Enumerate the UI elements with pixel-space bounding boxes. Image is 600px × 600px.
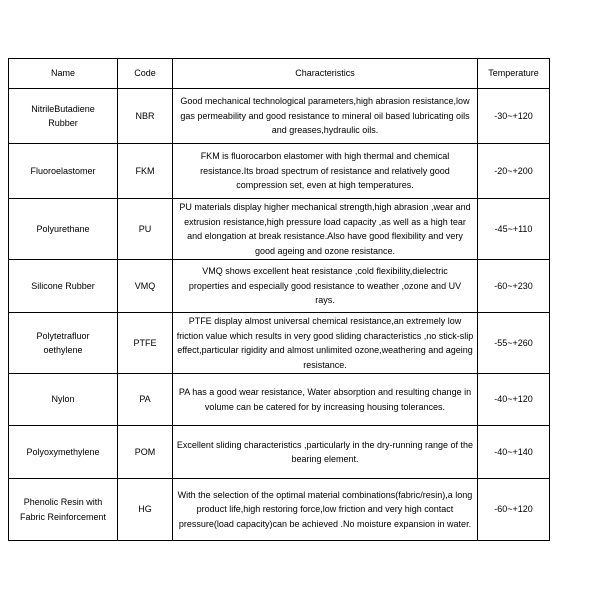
material-name: Polytetrafluor oethylene: [9, 313, 118, 374]
material-characteristics: With the selection of the optimal material combinations(fabric/resin),a long product life,high restoring force,low friction and very high contact pressure(load capacity)can be achieved .No moisture expansion in water.: [173, 479, 478, 541]
table-row: [9, 426, 550, 479]
material-code: PTFE: [118, 313, 173, 374]
table-row: [9, 260, 550, 313]
table-row: [9, 89, 550, 144]
material-temperature: -40~+120: [478, 374, 550, 426]
material-temperature: -60~+120: [478, 479, 550, 541]
material-code: PU: [118, 199, 173, 260]
table-row: [9, 479, 550, 541]
material-characteristics: Good mechanical technological parameters,high abrasion resistance,low gas permeability and good resistance to mineral oil based lubricating oils and greases,hydraulic oils.: [173, 89, 478, 144]
material-code: NBR: [118, 89, 173, 144]
header-characteristics: Characteristics: [173, 59, 478, 89]
material-code: VMQ: [118, 260, 173, 313]
material-name: Polyurethane: [9, 199, 118, 260]
material-code: FKM: [118, 144, 173, 199]
material-temperature: -30~+120: [478, 89, 550, 144]
material-temperature: -45~+110: [478, 199, 550, 260]
material-code: HG: [118, 479, 173, 541]
table-row: [9, 199, 550, 260]
material-characteristics: FKM is fluorocarbon elastomer with high thermal and chemical resistance.Its broad spectrum of resistance and relatively good compression set, even at high temperatures.: [173, 144, 478, 199]
material-characteristics: PTFE display almost universal chemical resistance,an extremely low friction value which results in very good sliding characteristics ,no stick-slip effect,particular rigidity and almost unlimited ozone,weathering and ageing resistance.: [173, 313, 478, 374]
material-name: NitrileButadiene Rubber: [9, 89, 118, 144]
material-characteristics: PA has a good wear resistance, Water absorption and resulting change in volume can be catered for by increasing housing tolerances.: [173, 374, 478, 426]
material-characteristics: VMQ shows excellent heat resistance ,cold flexibility,dielectric properties and especially good resistance to weather ,ozone and UV rays.: [173, 260, 478, 313]
material-name: Polyoxymethylene: [9, 426, 118, 479]
material-code: PA: [118, 374, 173, 426]
material-temperature: -40~+140: [478, 426, 550, 479]
materials-table: [8, 58, 550, 541]
material-name: Nylon: [9, 374, 118, 426]
table-row: [9, 313, 550, 374]
material-temperature: -20~+200: [478, 144, 550, 199]
table-row: [9, 144, 550, 199]
material-temperature: -55~+260: [478, 313, 550, 374]
header-row: [9, 59, 550, 89]
table-row: [9, 374, 550, 426]
header-code: Code: [118, 59, 173, 89]
material-characteristics: PU materials display higher mechanical strength,high abrasion ,wear and extrusion resistance,high pressure load capacity ,as well as a high tear and elongation at break resistance.Also have good flexibility and very good ageing and ozone resistance.: [173, 199, 478, 260]
material-characteristics: Excellent sliding characteristics ,particularly in the dry-running range of the bearing element.: [173, 426, 478, 479]
material-temperature: -60~+230: [478, 260, 550, 313]
material-name: Silicone Rubber: [9, 260, 118, 313]
header-name: Name: [9, 59, 118, 89]
material-code: POM: [118, 426, 173, 479]
material-name: Fluoroelastomer: [9, 144, 118, 199]
material-name: Phenolic Resin with Fabric Reinforcement: [9, 479, 118, 541]
header-temperature: Temperature: [478, 59, 550, 89]
